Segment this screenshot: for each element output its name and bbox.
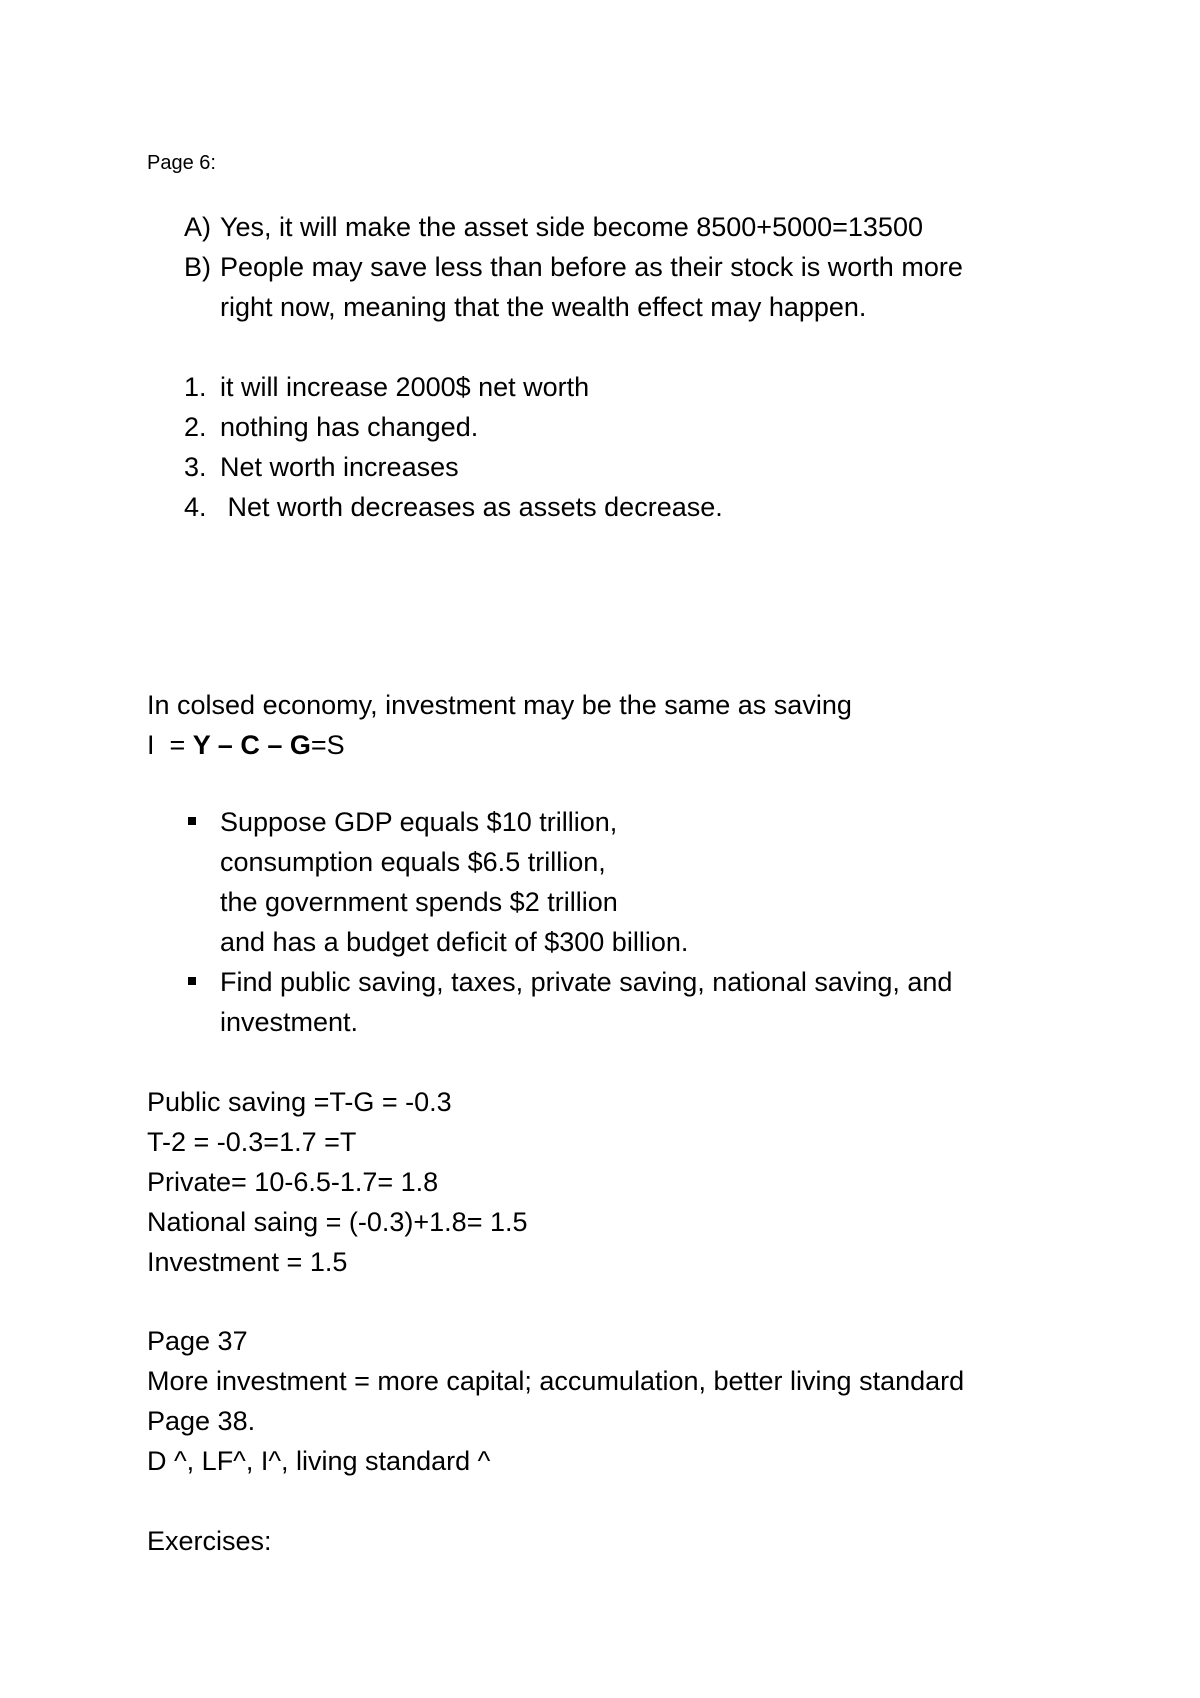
page-38-heading: Page 38. bbox=[147, 1406, 256, 1436]
list-item-text: Net worth increases bbox=[220, 452, 459, 482]
list-item-text-continued: investment. bbox=[220, 1007, 359, 1037]
list-item-text: it will increase 2000$ net worth bbox=[220, 372, 590, 402]
list-marker: 3. bbox=[184, 452, 207, 482]
solution-line: T-2 = -0.3=1.7 =T bbox=[147, 1127, 357, 1157]
solution-line: Public saving =T-G = -0.3 bbox=[147, 1087, 452, 1117]
solution-line: Investment = 1.5 bbox=[147, 1247, 348, 1277]
closed-economy-statement: In colsed economy, investment may be the same as saving bbox=[147, 690, 852, 720]
list-marker: B) bbox=[184, 252, 211, 282]
list-marker: 4. bbox=[184, 492, 207, 522]
list-item-text: People may save less than before as their stock is worth more bbox=[220, 252, 963, 282]
solution-line: National saing = (-0.3)+1.8= 1.5 bbox=[147, 1207, 528, 1237]
list-item-text-continued: right now, meaning that the wealth effect may happen. bbox=[220, 292, 867, 322]
equation-s: =S bbox=[310, 730, 345, 760]
list-marker: 2. bbox=[184, 412, 207, 442]
list-item-text: Net worth decreases as assets decrease. bbox=[220, 492, 723, 522]
page-37-heading: Page 37 bbox=[147, 1326, 248, 1356]
bullet-square-icon bbox=[188, 817, 196, 825]
list-item-text-continued: and has a budget deficit of $300 billion. bbox=[220, 927, 689, 957]
list-item-text: nothing has changed. bbox=[220, 412, 479, 442]
equation-bold-part: Y – C – G bbox=[192, 730, 311, 760]
list-item-text-continued: the government spends $2 trillion bbox=[220, 887, 618, 917]
list-item-text: Suppose GDP equals $10 trillion, bbox=[220, 807, 618, 837]
exercises-heading: Exercises: bbox=[147, 1526, 272, 1556]
solution-line: Private= 10-6.5-1.7= 1.8 bbox=[147, 1167, 439, 1197]
list-item-text-continued: consumption equals $6.5 trillion, bbox=[220, 847, 606, 877]
list-marker: A) bbox=[184, 212, 211, 242]
saving-equation bbox=[147, 729, 345, 761]
bullet-square-icon bbox=[188, 977, 196, 985]
list-marker: 1. bbox=[184, 372, 207, 402]
list-item-text: Yes, it will make the asset side become 8500+5000=13500 bbox=[220, 212, 923, 242]
page-37-text: More investment = more capital; accumulation, better living standard bbox=[147, 1366, 965, 1396]
page-header: Page 6: bbox=[147, 152, 216, 174]
page-38-text: D ^, LF^, I^, living standard ^ bbox=[147, 1446, 491, 1476]
equation-i: I = bbox=[147, 730, 193, 760]
list-item-text: Find public saving, taxes, private saving, national saving, and bbox=[220, 967, 953, 997]
